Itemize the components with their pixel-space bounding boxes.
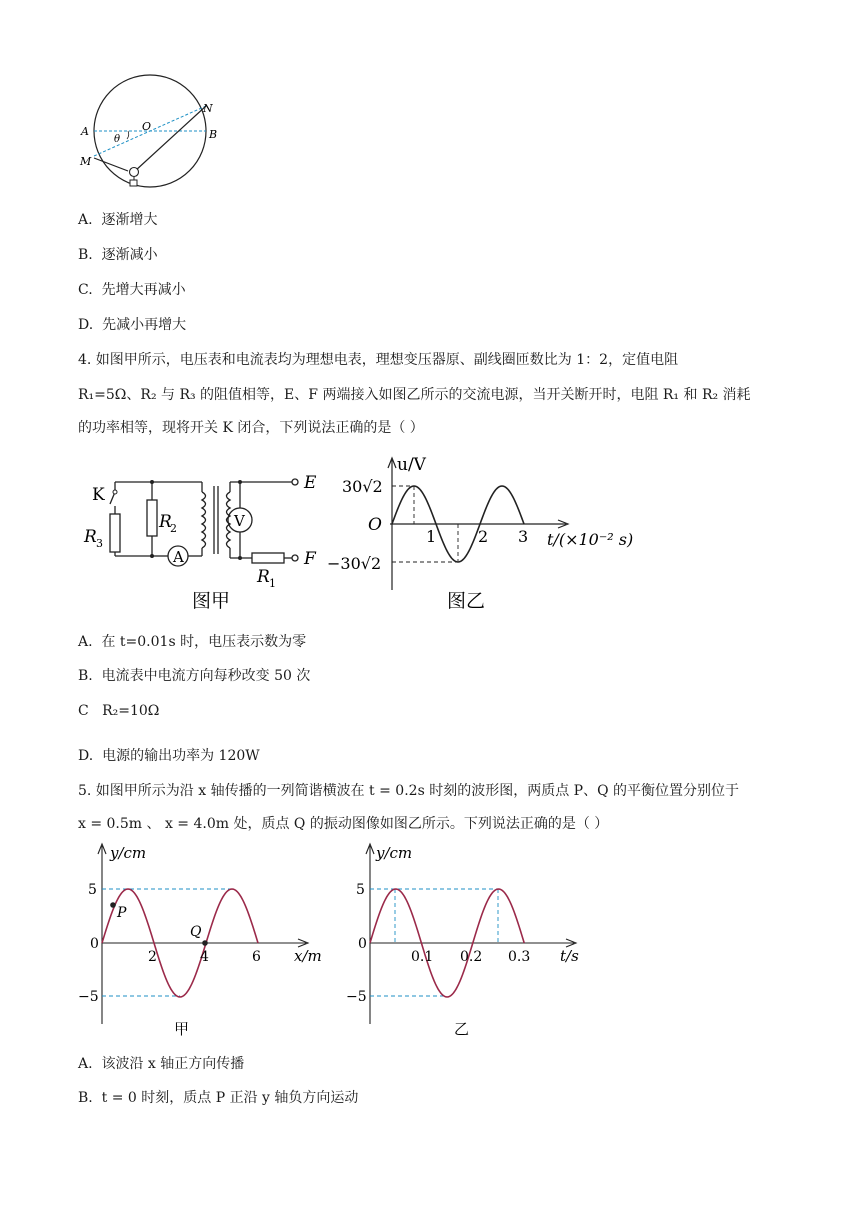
- label-K: K: [92, 485, 105, 505]
- fig1-caption: 图甲: [192, 590, 231, 612]
- g1-yneg5: −5: [78, 989, 99, 1005]
- g2-y0: 0: [358, 936, 367, 952]
- g2-xlabel: t/s: [560, 947, 579, 965]
- q5-stem-line1: 5. 如图甲所示为沿 x 轴传播的一列简谐横波在 t = 0.2s 时刻的波形图，两质点 P、Q 的平衡位置分别位于: [78, 783, 740, 799]
- label-M: M: [80, 155, 92, 168]
- g1-x2: 2: [148, 949, 157, 965]
- q5-option-a: A. 该波沿 x 轴正方向传播: [78, 1056, 245, 1072]
- g1-y0: 0: [90, 936, 99, 952]
- label-E: E: [304, 473, 317, 493]
- pulley: [130, 168, 139, 177]
- label-R3: R: [84, 527, 97, 547]
- label-A: A: [81, 125, 89, 138]
- label-R1-sub: 1: [269, 577, 276, 590]
- q4-circuit-diagram: [82, 470, 332, 615]
- g2-yneg5: −5: [346, 989, 367, 1005]
- q3-option-a: A. 逐渐增大: [78, 212, 158, 228]
- g2-y5: 5: [356, 882, 365, 898]
- point-P: [110, 902, 116, 908]
- g1-caption: 甲: [174, 1020, 190, 1038]
- label-R2: R: [159, 512, 172, 532]
- graph-xlabel: t/(×10⁻² s): [547, 530, 634, 549]
- label-O: O: [142, 120, 152, 133]
- label-F: F: [304, 549, 316, 569]
- ammeter-label: A: [173, 548, 184, 566]
- q4-stem-line1: 4. 如图甲所示，电压表和电流表均为理想电表，理想变压器原、副线圈匝数比为 1：2，定值电阻: [78, 352, 679, 368]
- label-R1: R: [257, 567, 270, 587]
- q5-option-b: B. t = 0 时刻，质点 P 正沿 y 轴负方向运动: [78, 1090, 359, 1106]
- q4-option-b: B. 电流表中电流方向每秒改变 50 次: [78, 668, 311, 684]
- q4-option-d: D. 电源的输出功率为 120W: [78, 748, 260, 764]
- g1-xlabel: x/m: [294, 947, 322, 965]
- graph-ylabel: u/V: [397, 455, 426, 475]
- q3-circle-figure: [78, 76, 228, 194]
- g2-t03: 0.3: [508, 949, 531, 965]
- ymax-label: 30√2: [342, 477, 383, 496]
- point-Q: [202, 940, 208, 946]
- tick-1: 1: [426, 527, 437, 546]
- q4-option-a: A. 在 t=0.01s 时，电压表示数为零: [78, 634, 307, 650]
- g1-y5: 5: [88, 882, 97, 898]
- label-B: B: [209, 128, 218, 141]
- voltmeter-label: V: [234, 512, 245, 530]
- q3-option-d: D. 先减小再增大: [78, 317, 187, 333]
- label-P: P: [117, 905, 127, 921]
- g2-t02: 0.2: [460, 949, 483, 965]
- label-R3-sub: 3: [96, 537, 103, 550]
- rope-N: [135, 106, 206, 171]
- ymin-label: −30√2: [327, 554, 382, 573]
- angle-arc: [127, 131, 129, 139]
- q5-stem-line2: x = 0.5m 、 x = 4.0m 处，质点 Q 的振动图像如图乙所示。下列说法正确的是（ ）: [78, 816, 609, 832]
- g2-ylabel: y/cm: [376, 844, 413, 862]
- label-theta: θ: [114, 134, 121, 145]
- tick-2: 2: [478, 527, 489, 546]
- tick-3: 3: [518, 527, 529, 546]
- q3-option-c: C. 先增大再减小: [78, 282, 186, 298]
- label-R2-sub: 2: [170, 522, 177, 535]
- g1-ylabel: y/cm: [110, 844, 147, 862]
- q5-vibration-graph: [338, 838, 598, 1043]
- g1-x6: 6: [252, 949, 261, 965]
- q4-stem-line2: R₁=5Ω、R₂ 与 R₃ 的阻值相等，E、F 两端接入如图乙所示的交流电源，当开关断开时，电阻 R₁ 和 R₂ 消耗: [78, 387, 751, 403]
- origin-label: O: [368, 515, 382, 535]
- q4-stem-line3: 的功率相等，现将开关 K 闭合，下列说法正确的是（ ）: [78, 420, 424, 436]
- q4-option-c: C R₂=10Ω: [78, 703, 160, 719]
- q3-option-b: B. 逐渐减小: [78, 247, 158, 263]
- g1-x4: 4: [200, 949, 209, 965]
- rope-M: [94, 158, 128, 171]
- weight: [130, 180, 137, 186]
- label-Q: Q: [190, 924, 202, 940]
- label-N: N: [203, 102, 213, 115]
- fig2-caption: 图乙: [447, 590, 486, 612]
- g2-t01: 0.1: [411, 949, 434, 965]
- q4-voltage-graph: [322, 452, 642, 617]
- g2-caption: 乙: [454, 1020, 470, 1038]
- q5-wave-graph: [70, 838, 340, 1043]
